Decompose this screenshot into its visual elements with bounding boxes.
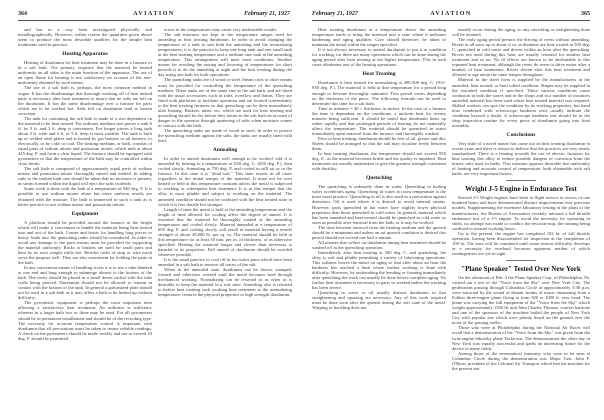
section-divider: [506, 260, 536, 261]
paragraph: In order to anneal duralumin well enough to be worked cold it is annealed by heating to a temperature of 650 deg. C. (650 deg. F.), then cooled slowly. Annealing at 750 deg. F. and cooled in still air or in the furnace. In this state it is "dead soft." This state results in all cases regardless of the initial temper of the material. It must not be over heated or held at this temperature constant unless the metal is subjected to working or subsequent heat treatment. It is in this temper that the alloy is most pliable and subject to working on the material. The annealed condition should not be confused with the heat treated state in which it is less ductile but stronger.: [158, 156, 292, 207]
paragraph: The quenching is ordinarily done in water. Quenching in boiling water accelerates aging. Quenching in water at room temperature is the most usual practice. Quenching in oil is also used as a precaution against distortion. Oil is used where it is desired to avoid internal strains. However, parts quenched in hot water have slightly lower physical properties than those quenched in cold water. In general, material which has been annealed and heat treated should be quenched in cold water as soon as possible after removal from the bath, or it may be worked.: [312, 184, 446, 225]
section-heading: Heat Treating: [362, 71, 396, 78]
paragraph: Heat treating duralumin at a temperature above the annealing temperature tends to bring the material into a state where it indicates hardening and aging qualities. Care should therefore, be taken to maintain the metal within the ranges specified.: [312, 27, 446, 48]
paragraph: Immediately after heat treating at 500 deg. C. and quenching, the alloy is soft and pliable permitting a variety of fabricating operations. This softness leaves the metal on aging so that after about an hour the hardness has reached a limit where further working is done with difficulty. However, by undertaking the bending or forming immediately after quenching the work can usually be done before complete aging. No further heat treatment is necessary to parts so worked unless the working has been severe.: [312, 249, 446, 291]
paragraph: The salt mixtures are kept at the temperature ranges used for annealing or heat treating duralumin. In order to avoid changing the temperature of a tank to suit both the annealing and the normalizing temperatures, it is the practice to keep one long tank and one small tank at the heat treating temperature and a medium size tank at the annealing temperature. This arrangement will meet most conditions. Another means for avoiding the raising and lowering of temperatures for short periods is to do the annealing at night and the heat treating during the day using one bath for both operations.: [158, 32, 292, 78]
paragraph: Among those of the aeronautical fraternity who were to be seen at Columbus Circle during the demonstration was Major Gen. John F. O'Ryan, president of the Colonial Air Transport which lent the machine for the present test.: [452, 350, 590, 371]
issue-date: February 21, 1927: [244, 11, 290, 17]
column: [18, 27, 152, 412]
column: [158, 27, 292, 412]
paragraph: The time between removal from the heating medium and the quench should be a minimum and unless an art quench condition is desired this period should not exceed one half a minute.: [312, 224, 446, 240]
paragraph: Several J-5 Wright engines have been in flight service in excess of one hundred hours and have demonstrated distinct improvement over previous models. Supplementing the extensive laboratory testing at the plant of the manufacturers, the Bureau of Aeronautics recently initiated a full throttle endurance test of a J-5 engine. To avoid the necessity for operating in shifts, no attempt was made to conduct the test non-stop, the running being confined to normal working hours.: [452, 195, 590, 231]
magazine-title: AVIATION: [430, 11, 472, 17]
paragraph: The quenching tanks are of wood or steel. Steam coils or other means must be provided for controlling the temperature of the quenching medium. These tanks are of the same size as the salt bath, and are fitted with the usual accessories such as inlet, overflow and drains. They are fitted with platforms to facilitate operation and are located conveniently to the heat treating furnaces so that quenching can be done immediately after heating. Baskets, tubes, etc. which are used for heat treating and quenching should be dry before they return to the salt bath on account of danger to the operator through spattering of salts when moisture comes in contact with the bath.: [158, 77, 292, 128]
column: [312, 27, 446, 412]
section-heading: Heating Apparatus: [62, 51, 108, 58]
paragraph: The early aging period permits the driving of rivets without annealing. Rivets in all sizes up to about ¼ in. in diameter are heat treated at 500 deg. C. quenched in cold water and driven within an hour after the quenching. Rivets not used during this hour are usually returned for another heat treatment and so on. No ill effects are known to be attributable to this repeated heat treatment, although the rivets do seem to drive easier after a number of heat treatments. Rivets driven after this heat treatment and allowed to age attain the same temper throughout.: [452, 37, 590, 78]
paragraph: Quenching in water or oil usually distorts duralumin so that straightening and squaring are necessary. Any of this work required must be done soon after the quench during the soft state of the metal. Warping or buckling does not: [312, 290, 446, 311]
page-header: [312, 11, 590, 21]
article-title: "Plane Speaker" Tested Over New York: [461, 264, 581, 273]
paragraph: Material in the sheet form is supplied by the manufacturers in the annealed, heat treated, or hard rolled condition. Shapes may be supplied in the extruded condition if specified. These various conditions cause confusion in both the stores and in the shops and in a number of instances annealed material has been used where heat treated material was required. Skilled workers can spot the condition by its working properties, but hand tests combined with scleroscope hardness tests usually indicate the condition beyond a doubt. A scleroscope hardness test should be in the shop inspection routine for every piece of duralumin going into final assembly.: [452, 77, 590, 128]
paragraph: Those who were at Philadelphia during the National Air Races will recall that a demonstration of the "Voice from the Sky" was given from the twin-engine Sikorsky plane Yorktown. The demonstration the other day in New York was equally successful and spells an interesting future for the device in many fields.: [452, 325, 590, 351]
paragraph: Very little of a novel nature has come out on heat treating duralumin in recent years and there is reason to believe that the practices are very nearly standardized. There is a leaning towards the use of electric furnaces for heat treating this alloy to reduce possible dangers of corrosion from the nitrate salts used in baths. This measure appears desirable but uniformity of heating and accurate control of temperature, both obtainable with salt baths, are very important factors.: [452, 140, 590, 177]
paragraph: In any convenient means of handling rivets it is to use a tube blanked at one end and long enough to submerge almost to the bottom of the bath. The rivets should be placed in a small desert socket with the tube walls being pierced. Duralumin should not be allowed to remain in contact with the bottom of the tank. In general a galvanized plate should not be used in a salt bath as it may affect a bath to be heated up without difficulty.: [18, 265, 152, 301]
paragraph: Time in minutes = 40 × thickness in inches. In the case of a furnace the time is dependent on the conditions, a uniform heat for twenty minutes being sufficient. It should be noted that duralumin heats up rather rapidly and that prolonged periods of heating do not materially affect the temperature. The material should be quenched in water immediately upon removal from the furnace, and thoroughly washed.: [312, 105, 446, 136]
paragraph: usually occur during the aging, so any stretching or straightening done will be retained.: [452, 27, 590, 38]
section-heading: Annealing: [212, 147, 238, 154]
page-number: 365: [581, 11, 590, 17]
paragraph: The salt bath is composed of approximately equal parts of sodium nitrate and potassium nitrate thoroughly mixed and melted. In adding salts to the molten bath care should be taken that no moisture is present, as steam formed within the liquid will eject the salts violently.: [18, 166, 152, 187]
paragraph: On the afternoon of Feb. 4 the Plane Speaker Corp. of Philadelphia, Pa. carried out a test of the "Voice from the Sky" over New York City. The pedestrians passing through Columbus Circle at approximately 3:30 p.m. were attracted by the sound of distant strains of music emanating from a Fokker three-engine plane flying at from 500 to 1000 ft. over head. The plane was carrying the full equipment of the "Voice from the Sky" which weighs approximately 1500 lb. and John Charles Thomas, concert baritone and one of the sponsors of the machine hailed the people of New York City with popular airs which were plainly heard on the ground over the noise of the passing traffic.: [452, 274, 590, 326]
paragraph: It is the usual practice to cool off in hot water parts which have been annealed in a salt bath to remove all traces of the salt.: [158, 257, 292, 268]
page-header: [18, 11, 290, 21]
paragraph: and has in a way been investigated physically and metallographically. However, within reason the quantities given above seem to produce the most desirable qualities for the simple heat treatments used in practice.: [18, 27, 152, 48]
paragraph: The use of a salt bath is, perhaps, the most common method in vogue. It has the disadvantage that thorough washing off of heat treated parts is necessary after heat treatment to insure that no salts are left on the duralumin. It has the same disadvantage over a furnace for parts which are to be worked hot. Salts left on duralumin tend to hasten corrosion.: [18, 85, 152, 116]
paragraph: errors in the temperatures may cause very undesirable results.: [164, 27, 278, 32]
paragraph: Prior to heat treating, duralumin should be free of oil, grease and dirt. Sheets should be arranged so that the salt may circulate freely between them.: [312, 135, 446, 152]
magazine-title: AVIATION: [133, 11, 175, 17]
section-heading: Conclusions: [506, 131, 536, 138]
paragraph: The tank for containing the salt bath is made of a size dependent on the material to be heat treated. For ordinary medium size pieces a tank 6 ft. by 3 ft. and 3 ft. deep is convenient. For longer pieces a long tank about 2 ft. wide and 4 ft. or 5 ft. deep is most suitable. The tank is built up of welded steel plates and is heated by gas burners or oil burners, or electrically, or by coke or coal. The heating medium, or bath, consists of equal parts of sodium nitrate and potassium nitrate, which melt at about 425 deg. F. and form a clear liquid. The furnace should be equipped with pyrometers so that the temperature of the bath may be controlled within close limits.: [18, 115, 152, 167]
paragraph: Length of time the metal is held at the annealing temperature and the length of time allowed for cooling affect the degree of anneal. It is essential that the material be thoroughly soaked at the annealing temperature and cooled slowly. Material annealed at a temperature of 650 deg. F. and cooling slowly will result in material having a tensile strength of about 30,000 lb. per sq. in. The material should be held at this temperature for at least 30 min. per in. of thickness, or as otherwise specified. Heating the material longer and slower than necessary is harmful to its properties. Full anneal of duralumin should be avoided wherever possible.: [158, 206, 292, 258]
paragraph: Some work is done with the bath at a temperature of 940 deg. F. It is possible to use sodium nitrate alone but more uniform results are obtained with the mixture. The bath is immersed in such a tank as is better practice to use sodium nitrate and potassium nitrate.: [18, 186, 152, 207]
page-number: 364: [18, 11, 27, 17]
paragraph: When in the annealed state, duralumin can be drawn, stamped, formed and otherwise worked until the metal becomes hard through mechanical working. Normalizing can be resorted to as often as is desirable to keep the material in a soft state. Annealing also is resorted to before heat treating such working heat treatment at the normalizing temperature, restores the physical properties to high strength duralumin.: [158, 267, 292, 298]
paragraph: In heat treating duralumin, the temperature should not exceed 950 deg. F., as the material becomes brittle and the quality is impaired. Heat treatments are usually undertaken to give the greatest strength consistent with ductility.: [312, 151, 446, 172]
section-heading: Equipment: [71, 210, 99, 217]
paragraph: It is not always necessary to anneal duralumin to put it in condition for working, for there are many operations which can be done during the aging period after heat treating at the higher temperature. This in such cases eliminates one of the heating operations.: [312, 47, 446, 68]
paragraph: Up to the present, the engine has completed 103 hr. of full throttle operation, having been disassembled for inspection at the completion of 100 hr. The tests will be continued until some serious difficulty develops or a necessity for overhaul becomes apparent, neither of which contingencies are yet in sight.: [452, 230, 590, 256]
paragraph: The quenching tanks are made of wood or steel. In order to protect the quenching medium against the salts, the tanks are usually lined with lead.: [158, 127, 292, 144]
right-page: [302, 0, 604, 420]
issue-date: February 21, 1927: [312, 11, 358, 17]
section-heading: Quenching: [365, 175, 393, 182]
paragraph: The pyrometric equipment is perhaps the most important item affecting a satisfactory heat treatment. An indicator is sufficient, whereas in a larger bath two or three may be used. For all pyrometers should be in permanent installations and should be of the recording type. The necessity for accurate temperature control is important with duralumin that all precautions must be taken to insure reliable readings. A check on the pyrometers should be made weekly and not to exceed 10 deg. F. should be permitted.: [18, 300, 152, 341]
paragraph: All nitrates that collect on duralumin during heat treatment should be washed off in the quenching operation.: [312, 239, 446, 250]
column: [452, 27, 590, 412]
article-title: Wright J-5 Engine in Endurance Test: [465, 185, 577, 194]
section-divider: [506, 180, 536, 181]
paragraph: Heating of duralumin for heat treatment may be done in a furnace or in a salt bath. The primary requisite that the material be heated uniformly on all sides is the main function of the apparatus. The use of an open flame for heating is not satisfactory on account of the non-uniformity obtained by such means.: [18, 60, 152, 86]
paragraph: Duralumin is heat treated for normalizing at 490-500 deg. C. (915-930 deg. F.). The material is held at that temperature for a period long enough to become thoroughly saturated. This period varies depending on the thickness of the piece. The following formula can be used to determine this time for a salt bath.: [312, 80, 446, 106]
paragraph: A platform should be provided around the furnace at the height which will make it convenient to handle the material being heat treated into and out of the bath. Cranes and hoists for handling long pieces or heavy loads into the quenching tanks should be considered. In order to avoid any damage to the parts means must be provided for supporting the material uniformly. Racks or baskets are used for small parts and bent by its own weight while hot. Besides racks of strip or wire mesh serve the purpose well. They are also convenient for holding the parts in the bath.: [18, 219, 152, 266]
